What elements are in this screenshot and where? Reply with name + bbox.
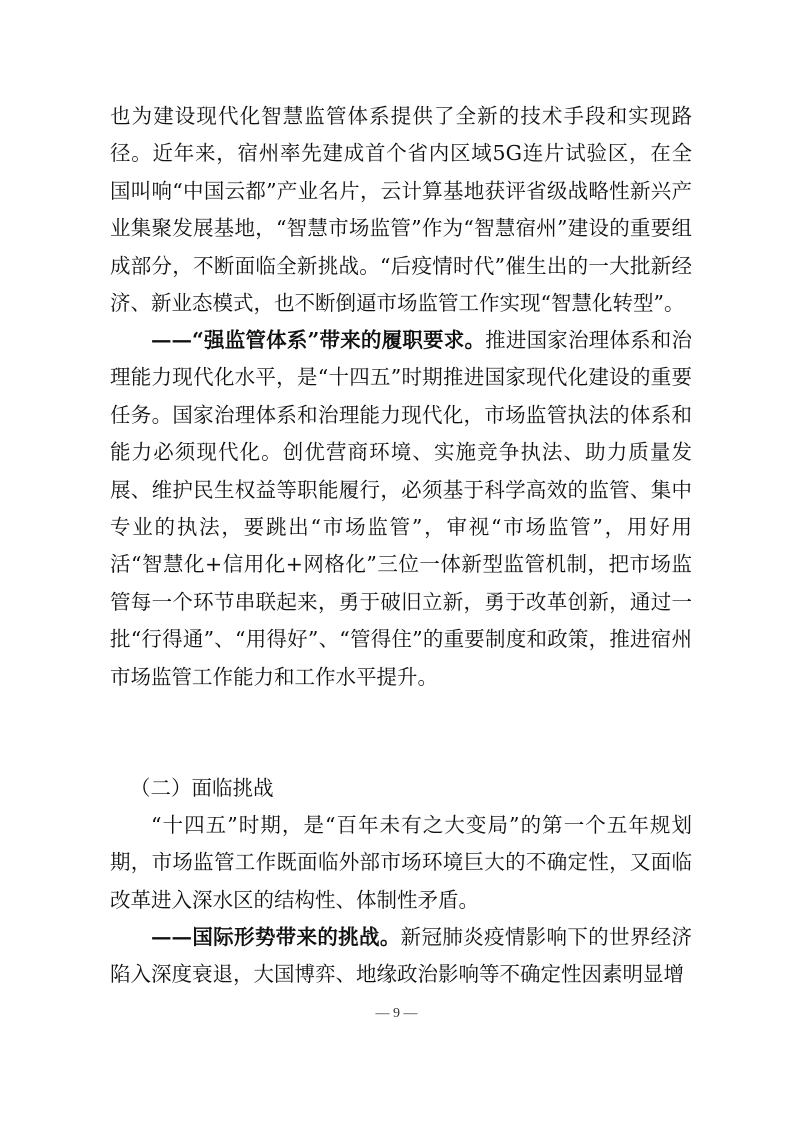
paragraph-text: 新冠肺炎疫情影响下的世界经济陷入深度衰退，大国博弈、地缘政治影响等不确定性因素明显增: [110, 925, 693, 987]
paragraph-lead-bold: ——国际形势带来的挑战。: [151, 925, 401, 949]
paragraph-fourteenth-five-year-period: [110, 807, 692, 919]
paragraph-smart-regulation-context: [110, 98, 692, 322]
page-number: — 9 —: [375, 1006, 418, 1021]
paragraph-text: “十四五”时期，是“百年未有之大变局”的第一个五年规划期，市场监管工作既面临外部市场环境巨大的不确定性，又面临改革进入深水区的结构性、体制性矛盾。: [110, 813, 692, 912]
paragraph-international-situation: [110, 919, 692, 994]
paragraph-text: 推进国家治理体系和治理能力现代化水平，是“十四五”时期推进国家现代化建设的重要任务。国家治理体系和治理能力现代化，市场监管执法的体系和能力必须现代化。创优营商环境、实施竞争执法、助力质量发展、维护民生权益等职能履行，必须基于科学高效的监管、集中专业的执法，要跳出“市场监管”，审视“市场监管”，用好用活“智慧化+信用化+网格化”三位一体新型监管机制，把市场监管每一个环节串联起来，勇于破旧立新，勇于改革创新，通过一批“行得通”、“用得好”、“管得住”的重要制度和政策，推进宿州市场监管工作能力和工作水平提升。: [110, 328, 692, 689]
section-heading-challenges: （二）面临挑战: [130, 776, 274, 800]
paragraph-text: 也为建设现代化智慧监管体系提供了全新的技术手段和实现路径。近年来，宿州率先建成首个省内区域5G连片试验区，在全国叫响“中国云都”产业名片，云计算基地获评省级战略性新兴产业集聚发展基地，“智慧市场监管”作为“智慧宿州”建设的重要组成部分，不断面临全新挑战。“后疫情时代”催生出的一大批新经济、新业态模式，也不断倒逼市场监管工作实现“智慧化转型”。: [110, 104, 692, 316]
paragraph-lead-bold: ——“强监管体系”带来的履职要求。: [151, 328, 486, 352]
paragraph-strong-regulation-requirements: [110, 322, 692, 696]
